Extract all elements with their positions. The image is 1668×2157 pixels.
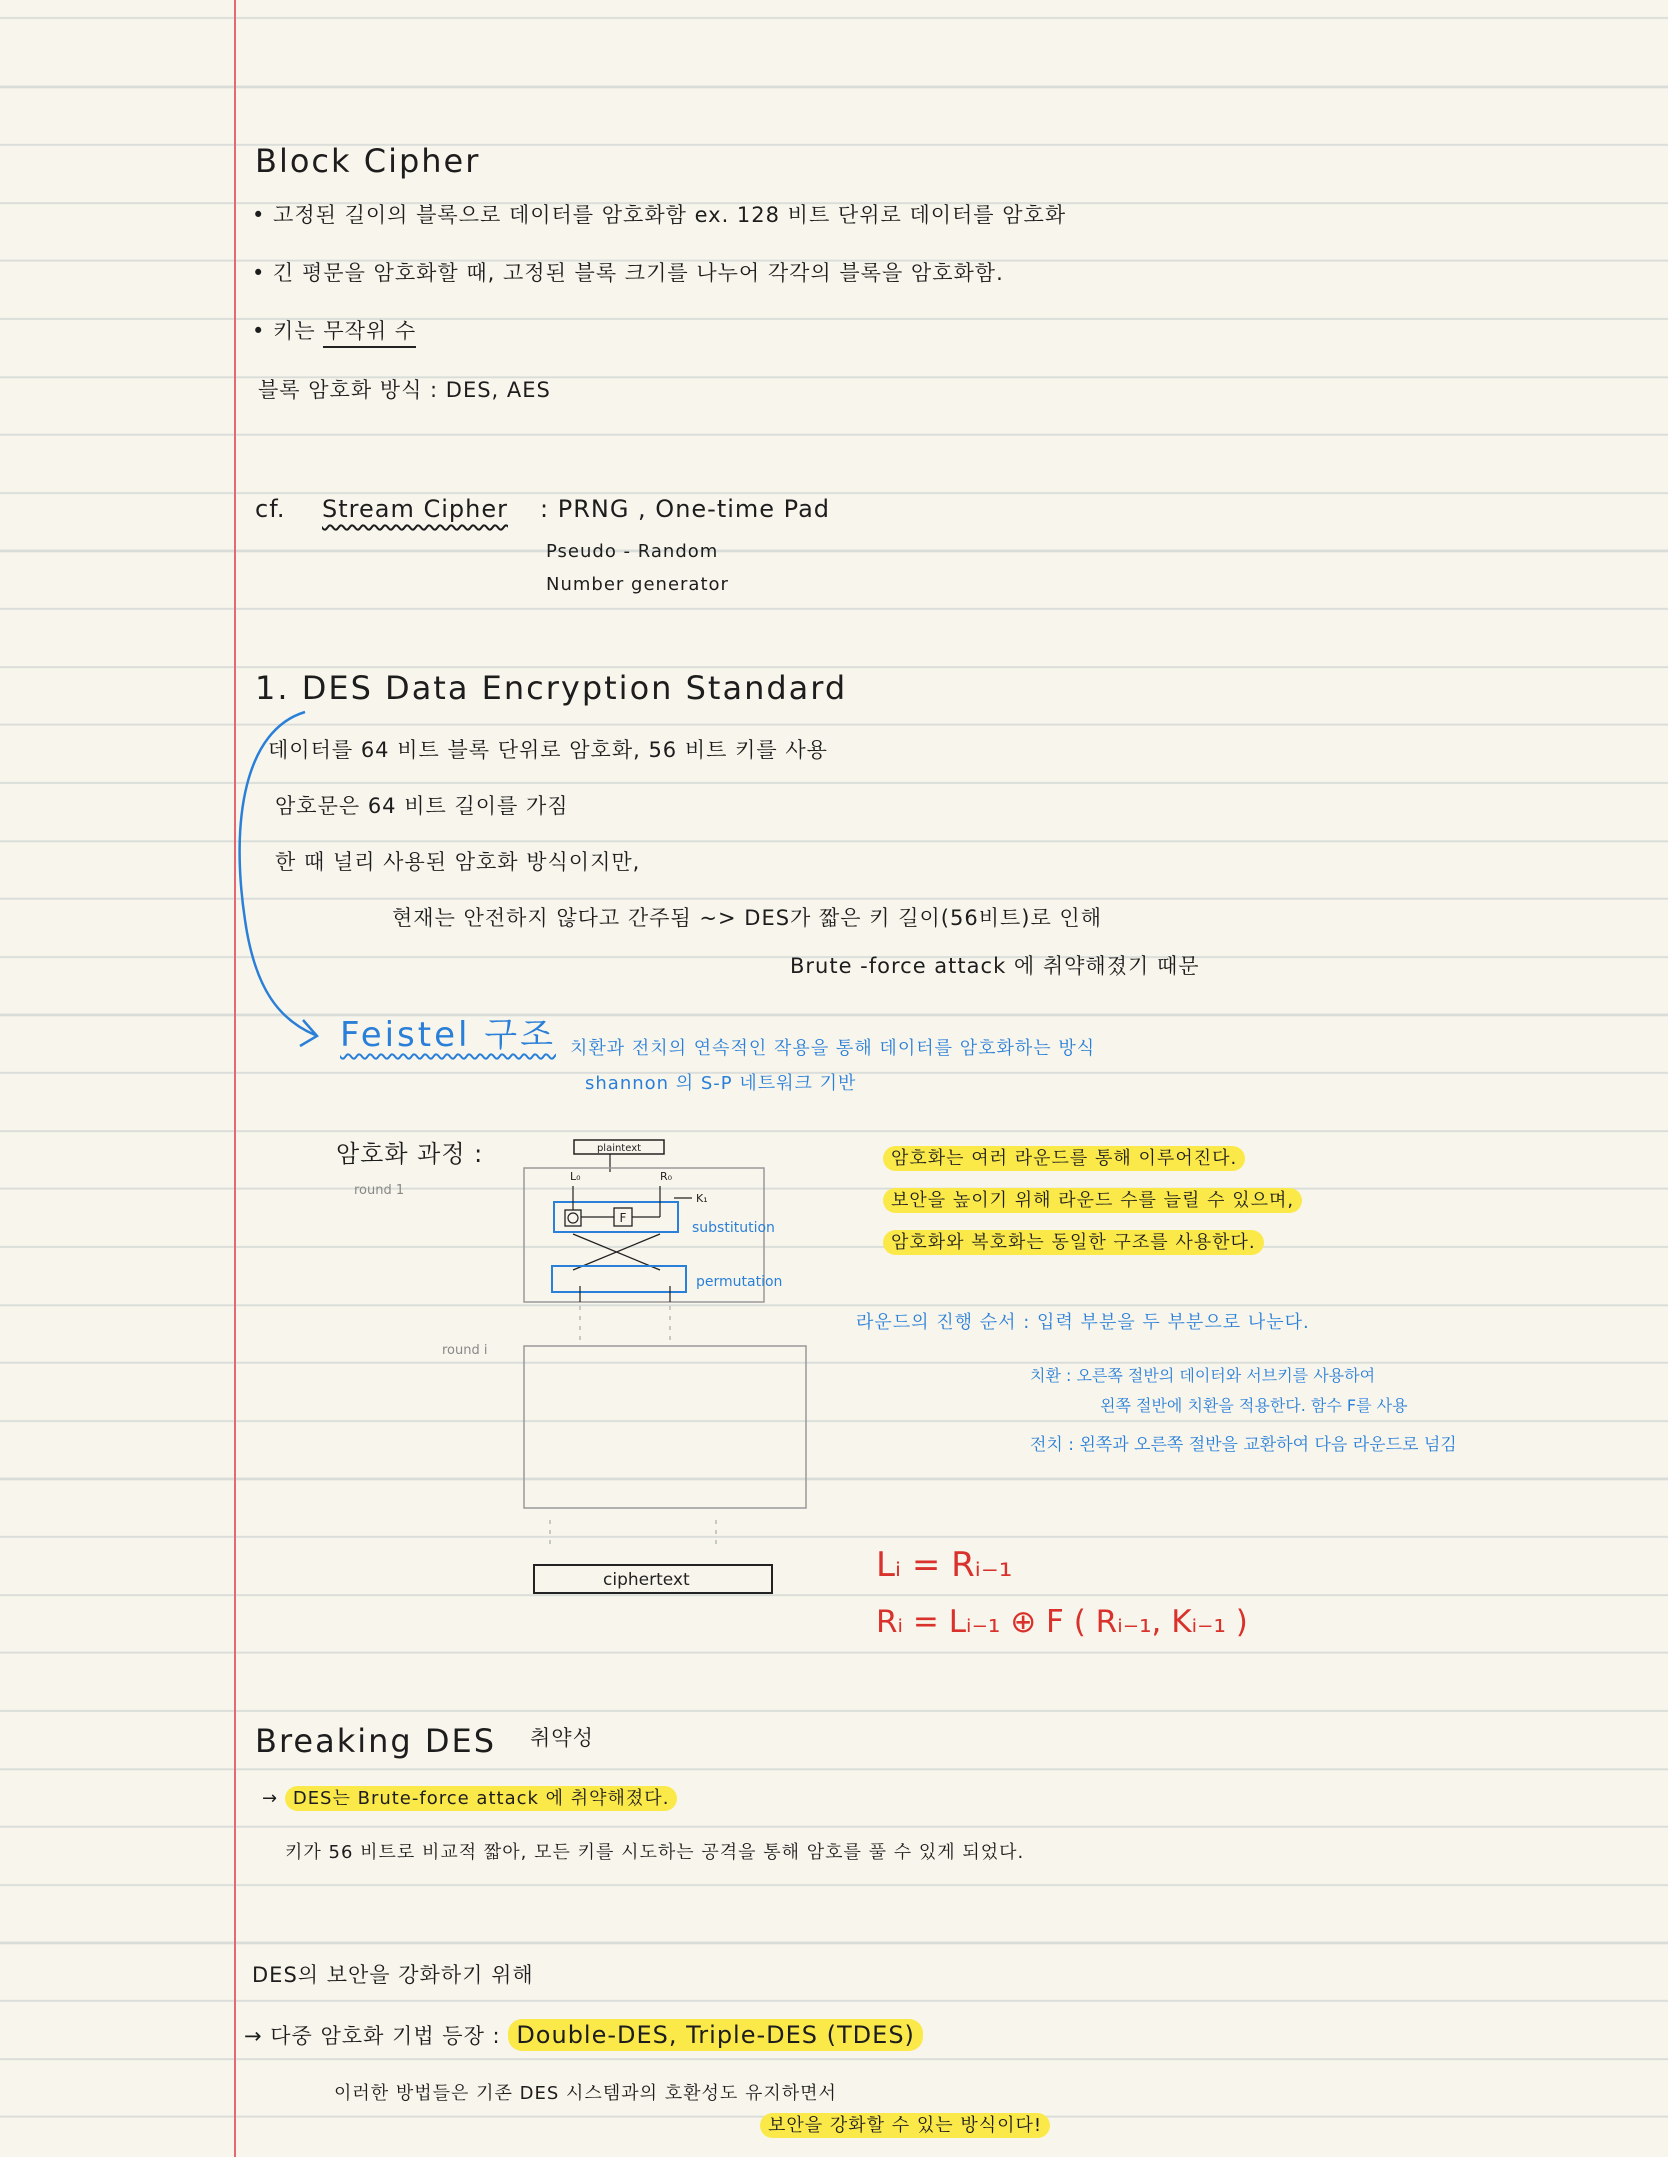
round-i-label: round i xyxy=(442,1343,488,1358)
breaking-des-highlight: DES는 Brute-force attack 에 취약해졌다. xyxy=(285,1786,678,1811)
permutation-note: 전치 : 왼쪽과 오른쪽 절반을 교환하여 다음 라운드로 넘김 xyxy=(1030,1435,1457,1455)
permutation-label: permutation xyxy=(696,1274,783,1290)
note-highlight-1 xyxy=(883,1150,1245,1168)
note-highlight-3-text: 암호화와 복호화는 동일한 구조를 사용한다. xyxy=(883,1230,1264,1255)
note-highlight-3 xyxy=(883,1234,1264,1252)
feistel-desc-2: shannon 의 S-P 네트워크 기반 xyxy=(585,1073,857,1094)
des-line-3: 한 때 널리 사용된 암호화 방식이지만, xyxy=(275,850,641,874)
formula-right: Rᵢ = Lᵢ₋₁ ⊕ F ( Rᵢ₋₁, Kᵢ₋₁ ) xyxy=(876,1604,1248,1640)
block-cipher-methods: 블록 암호화 방식 : DES, AES xyxy=(258,378,551,402)
substitution-label: substitution xyxy=(692,1220,775,1236)
formula-left: Lᵢ = Rᵢ₋₁ xyxy=(876,1545,1013,1585)
strengthen-line-1: 이러한 방법들은 기존 DES 시스템과의 호환성도 유지하면서 xyxy=(334,2083,837,2104)
block-cipher-bullet-3 xyxy=(252,321,416,342)
feistel-title: Feistel 구조 xyxy=(340,1015,556,1055)
substitution-note-2: 왼쪽 절반에 치환을 적용한다. 함수 F를 사용 xyxy=(1100,1396,1408,1415)
feistel-desc-1: 치환과 전치의 연속적인 작용을 통해 데이터를 암호화하는 방식 xyxy=(570,1038,1096,1059)
page-margin-line xyxy=(234,0,236,2157)
l0-label: L₀ xyxy=(570,1170,581,1183)
breaking-des-arrow-line xyxy=(262,1790,677,1808)
des-line-5: Brute -force attack 에 취약해졌기 때문 xyxy=(790,954,1200,978)
strengthen-line-2 xyxy=(760,2117,1050,2135)
breaking-des-title: Breaking DES xyxy=(255,1722,497,1760)
block-cipher-bullet-1: • 고정된 길이의 블록으로 데이터를 암호화함 ex. 128 비트 단위로 데이터를 암호화 xyxy=(252,203,1067,227)
bullet-3-prefix: • 키는 xyxy=(252,319,324,343)
ciphertext-label: ciphertext xyxy=(603,1570,690,1590)
note-highlight-2 xyxy=(883,1192,1302,1210)
strengthen-line-2-text: 보안을 강화할 수 있는 방식이다! xyxy=(760,2113,1050,2138)
des-line-4: 현재는 안전하지 않다고 간주됨 ~> DES가 짧은 키 길이(56비트)로 인해 xyxy=(392,906,1103,930)
substitution-note-1: 치환 : 오른쪽 절반의 데이터와 서브키를 사용하여 xyxy=(1030,1366,1376,1385)
prng-expansion-1: Pseudo - Random xyxy=(546,541,719,562)
arrow-icon: → xyxy=(262,1788,279,1809)
stream-cipher-examples: : PRNG , One-time Pad xyxy=(540,495,831,523)
breaking-des-line: 키가 56 비트로 비교적 짧아, 모든 키를 시도하는 공격을 통해 암호를 풀 수 있게 되었다. xyxy=(285,1842,1025,1863)
strengthen-multi-line xyxy=(244,2023,923,2047)
round-i-box xyxy=(524,1346,806,1508)
k1-label: K₁ xyxy=(696,1192,708,1205)
des-heading: 1. DES Data Encryption Standard xyxy=(255,669,848,707)
breaking-des-korean: 취약성 xyxy=(530,1726,594,1750)
f-function-label: F xyxy=(619,1211,627,1225)
r0-label: R₀ xyxy=(660,1170,673,1183)
plaintext-label: plaintext xyxy=(596,1143,642,1154)
permutation-box xyxy=(552,1266,686,1292)
note-highlight-2-text: 보안을 높이기 위해 라운드 수를 늘릴 수 있으며, xyxy=(883,1188,1302,1213)
block-cipher-bullet-2: • 긴 평문을 암호화할 때, 고정된 블록 크기를 나누어 각각의 블록을 암호화함. xyxy=(252,261,1004,285)
stream-cipher-term: Stream Cipher xyxy=(322,495,508,523)
stream-cf: cf. xyxy=(255,495,286,523)
feistel-link-arrow xyxy=(225,700,365,1050)
encryption-process-label: 암호화 과정 : xyxy=(336,1140,484,1168)
strengthen-highlight: Double-DES, Triple-DES (TDES) xyxy=(508,2019,923,2051)
strengthen-title: DES의 보안을 강화하기 위해 xyxy=(252,1963,534,1987)
round-1-label: round 1 xyxy=(354,1183,405,1198)
des-line-2: 암호문은 64 비트 길이를 가짐 xyxy=(275,794,569,818)
note-highlight-1-text: 암호화는 여러 라운드를 통해 이루어진다. xyxy=(883,1146,1245,1171)
round-order-note: 라운드의 진행 순서 : 입력 부분을 두 부분으로 나눈다. xyxy=(856,1312,1310,1333)
block-cipher-title: Block Cipher xyxy=(255,142,481,180)
des-line-1: 데이터를 64 비트 블록 단위로 암호화, 56 비트 키를 사용 xyxy=(268,738,828,762)
prng-expansion-2: Number generator xyxy=(546,574,729,595)
strengthen-prefix: → 다중 암호화 기법 등장 : xyxy=(244,2024,501,2048)
random-number-term: 무작위 수 xyxy=(323,319,416,348)
